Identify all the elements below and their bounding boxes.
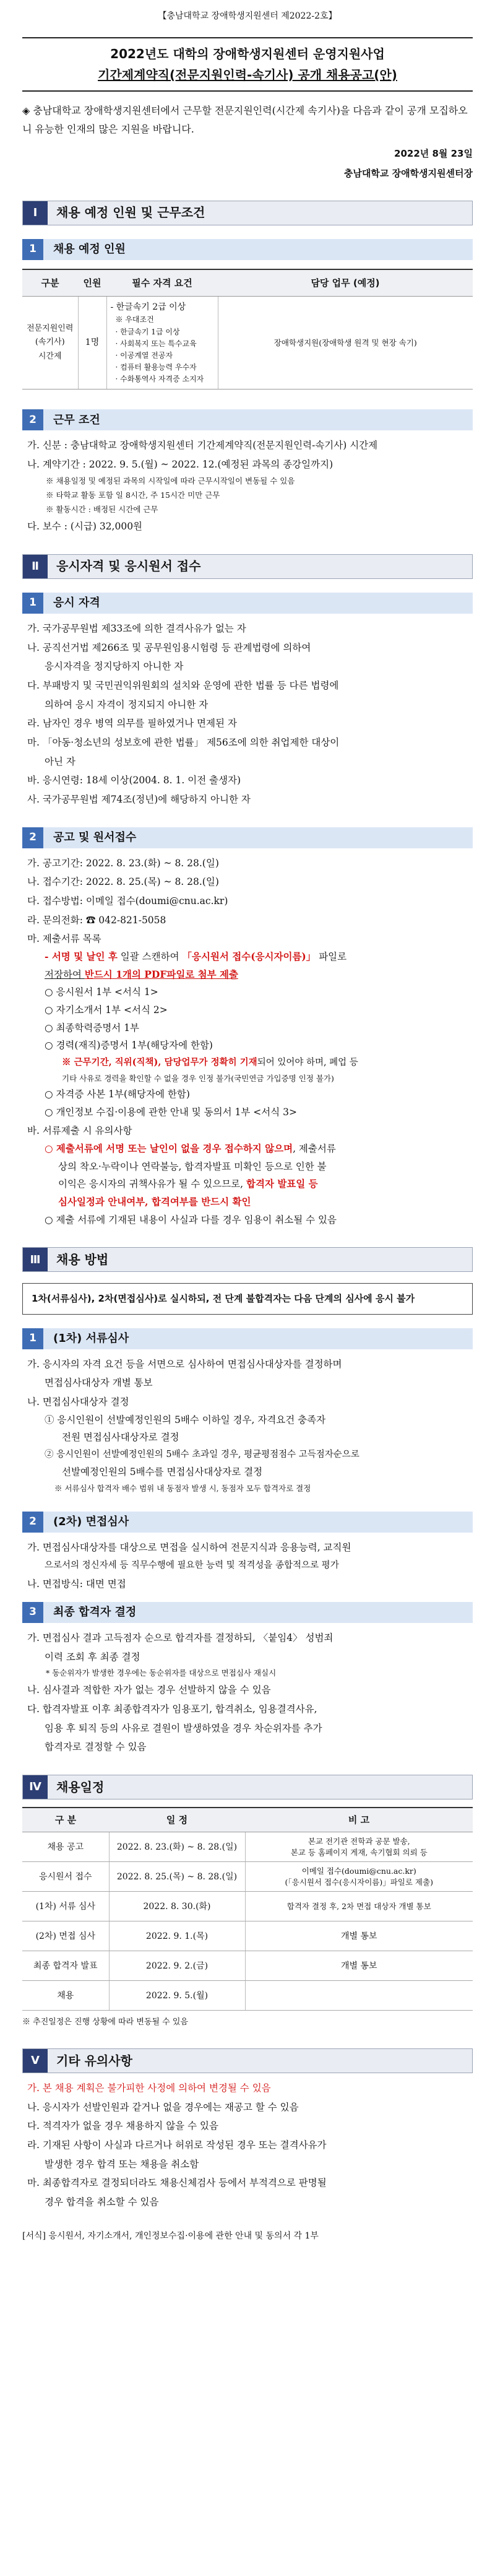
final-decision	[22, 1629, 473, 1756]
table-header: 인원	[78, 269, 106, 297]
list-item: 마. 최종합격자로 결정되더라도 채용신체검사 등에서 부적격으로 판명될	[27, 2177, 327, 2189]
subsection-header	[22, 593, 473, 614]
schedule-table	[22, 1807, 473, 2011]
list-item: 면접심사대상자 개별 통보	[45, 1377, 153, 1389]
doc-item: ○ 자격증 사본 1부(해당자에 한함)	[45, 1088, 190, 1100]
list-item: 가. 국가공무원법 제33조에 의한 결격사유가 없는 자	[27, 622, 246, 634]
other-notes	[22, 2079, 473, 2211]
title-line-1: 2022년도 대학의 장애학생지원센터 운영지원사업	[110, 46, 385, 61]
requirement-line: · 컴퓨터 활용능력 우수자	[115, 363, 197, 372]
section-number: Ⅳ	[23, 1775, 48, 1799]
list-item: 합격자로 결정할 수 있음	[45, 1741, 147, 1753]
doc-item: ○ 최종학력증명서 1부	[45, 1022, 140, 1033]
list-item: ① 응시인원이 선발예정인원의 5배수 이하일 경우, 자격요건 충족자	[45, 1414, 326, 1425]
list-item: 가. 면접심사대상자를 대상으로 면접을 실시하여 전문지식과 응용능력, 교직원	[27, 1541, 351, 1553]
subsection-title: (1차) 서류심사	[53, 1332, 129, 1346]
schedule-stage: (1차) 서류 심사	[22, 1892, 109, 1921]
submit-text: 저장하여	[45, 968, 85, 980]
list-note: ※ 타학교 활동 포함 일 8시간, 주 15시간 미만 근무	[46, 490, 220, 500]
subsection-number: 1	[22, 239, 43, 260]
subsection-number: 2	[22, 827, 43, 848]
schedule-stage: 채용 공고	[22, 1832, 109, 1862]
precaution-1-cont3: 심사일정과 안내여부, 합격여부를 반드시 확인	[58, 1195, 251, 1208]
section-number: Ⅰ	[23, 201, 48, 225]
subsection-title: 응시 자격	[53, 596, 100, 610]
precaution-emphasis: ○ 제출서류에 서명 또는 날인이 없을 경우 접수하지 않으며	[45, 1142, 293, 1154]
subsection-number: 3	[22, 1602, 43, 1623]
requirement-line: · 수화통역사 자격증 소지자	[115, 375, 204, 384]
doc-item: ○ 자기소개서 1부 <서식 2>	[45, 1004, 168, 1016]
precaution-1-cont: 상의 착오·누락이나 연락불능, 합격자발표 미확인 등으로 인한 불	[58, 1160, 327, 1172]
precaution-text: 이익은 응시자의 귀책사유가 될 수 있으므로,	[58, 1178, 247, 1190]
submit-instruction-2	[27, 966, 473, 984]
subsection-title: 공고 및 원서접수	[53, 830, 137, 844]
career-note-text: 되어 있어야 하며, 폐업 등	[257, 1057, 358, 1068]
subsection-number: 1	[22, 593, 43, 614]
section-4-header	[22, 1775, 473, 1799]
table-row	[22, 1921, 473, 1951]
career-note-emphasis: ※ 근무기간, 직위(직책), 담당업무가 정확히 기재	[62, 1056, 257, 1068]
section-title: 채용일정	[56, 1779, 105, 1795]
list-item: 가. 신분 : 충남대학교 장애학생지원센터 기간제계약직(전문지원인력-속기사) 시간제	[27, 440, 378, 451]
list-item: 가. 면접심사 결과 고득점자 순으로 합격자를 결정하되, 〈붙임4〉 성범죄	[27, 1632, 334, 1643]
subsection-header	[22, 239, 473, 260]
subsection-title: 최종 합격자 결정	[53, 1606, 137, 1619]
list-item: 나. 면접심사대상자 결정	[27, 1396, 129, 1408]
position-category: 전문지원인력 (속기사) 시간제	[22, 296, 78, 389]
list-item: 사. 국가공무원법 제74조(정년)에 해당하지 아니한 자	[27, 793, 251, 805]
requirement-line: · 이공계열 전공자	[115, 350, 173, 360]
submit-emphasis: - 서명 및 날인 후	[45, 950, 118, 962]
list-item: 응시자격을 정지당하지 아니한 자	[45, 661, 184, 672]
subsection-number: 2	[22, 409, 43, 430]
forms-footer: [서식] 응시원서, 자기소개서, 개인정보수집·이용에 관한 안내 및 동의서 각 1부	[22, 2230, 319, 2241]
list-item: 전원 면접심사대상자로 결정	[62, 1432, 179, 1443]
subsection-header	[22, 827, 473, 848]
list-item: 가. 본 채용 계획은 불가피한 사정에 의하여 변경될 수 있음	[27, 2082, 271, 2094]
schedule-note: 합격자 결정 후, 2차 면접 대상자 개별 통보	[245, 1892, 473, 1921]
doc-item: ○ 경력(재직)증명서 1부(해당자에 한함)	[45, 1040, 213, 1051]
notice-issuer: 충남대학교 장애학생지원센터장	[343, 168, 473, 180]
method-notice: 1차(서류심사), 2차(면접심사)로 실시하되, 전 단계 불합격자는 다음 단계의 심사에 응시 불가	[22, 1283, 473, 1315]
precaution-1	[27, 1140, 473, 1158]
subsection-header	[22, 1512, 473, 1533]
document-review	[22, 1355, 473, 1495]
qualifications	[22, 620, 473, 809]
list-item: 마. 「아동·청소년의 성보호에 관한 법률」 제56조에 의한 취업제한 대상이	[27, 736, 340, 748]
requirement-main: - 한글속기 2급 이상	[110, 302, 186, 312]
schedule-note	[245, 1981, 473, 2011]
subsection-number: 2	[22, 1512, 43, 1533]
list-item: 가. 공고기간: 2022. 8. 23.(화) ~ 8. 28.(일)	[27, 857, 219, 869]
section-3-header	[22, 1247, 473, 1272]
list-item: 마. 제출서류 목록	[27, 933, 101, 945]
list-note: * 동순위자가 발생한 경우에는 동순위자를 대상으로 면접심사 재실시	[46, 1668, 277, 1678]
subsection-title: 채용 예정 인원	[53, 242, 126, 256]
section-title: 채용 방법	[56, 1251, 109, 1267]
schedule-note: 본교 전기관 전학과 공문 발송, 본교 등 홈페이지 게재, 속기협회 의뢰 등	[245, 1832, 473, 1862]
work-conditions	[22, 437, 473, 535]
list-item: 라. 남자인 경우 병역 의무를 필하였거나 면제된 자	[27, 718, 237, 729]
schedule-stage: 최종 합격자 발표	[22, 1951, 109, 1981]
table-header: 일 정	[109, 1808, 245, 1832]
list-item: 바. 서류제출 시 유의사항	[27, 1125, 132, 1137]
schedule-note: 개별 통보	[245, 1921, 473, 1951]
schedule-date: 2022. 8. 25.(목) ~ 8. 28.(일)	[109, 1862, 245, 1892]
precaution-text: , 제출서류	[293, 1142, 336, 1154]
schedule-stage: 응시원서 접수	[22, 1862, 109, 1892]
doc-item: ○ 개인정보 수집·이용에 관한 안내 및 동의서 1부 <서식 3>	[45, 1106, 297, 1118]
subsection-number: 1	[22, 1328, 43, 1349]
table-row	[22, 1832, 473, 1862]
requirement-line: ※ 우대조건	[115, 315, 154, 324]
submit-filename: 「응시원서 접수(응시자이름)」	[182, 950, 316, 962]
position-count: 1명	[78, 296, 106, 389]
list-item: 나. 접수기간: 2022. 8. 25.(목) ~ 8. 28.(일)	[27, 876, 219, 888]
requirement-line: · 한글속기 1급 이상	[115, 327, 180, 336]
table-header: 구분	[22, 269, 78, 297]
section-number: Ⅴ	[23, 2049, 48, 2073]
section-number: Ⅱ	[23, 555, 48, 578]
subsection-header	[22, 1328, 473, 1349]
list-item: 임용 후 퇴직 등의 사유로 결원이 발생하였을 경우 차순위자를 추가	[45, 1722, 322, 1734]
notice-title	[22, 37, 473, 92]
positions-table	[22, 269, 473, 390]
list-item: 다. 보수 : (시급) 32,000원	[27, 521, 143, 533]
table-header: 구 분	[22, 1808, 109, 1832]
list-item: 경우 합격을 취소할 수 있음	[45, 2196, 159, 2208]
requirement-line: · 사회복지 또는 특수교육	[115, 339, 197, 348]
table-header: 필수 자격 요건	[106, 269, 218, 297]
list-item: 발생한 경우 합격 또는 채용을 취소함	[45, 2158, 199, 2170]
intro-text: ◈ 충남대학교 장애학생지원센터에서 근무할 전문지원인력(시간제 속기사)을 다음과 같이 공개 모집하오니 유능한 인재의 많은 지원을 바랍니다.	[22, 105, 468, 135]
submit-instruction	[27, 948, 473, 966]
list-item: 다. 부패방지 및 국민권익위원회의 설치와 운영에 관한 법률 등 다른 법령에	[27, 679, 339, 691]
list-item: 나. 면접방식: 대면 면접	[27, 1578, 126, 1590]
list-item: 다. 합격자발표 이후 최종합격자가 임용포기, 합격취소, 임용결격사유,	[27, 1704, 317, 1715]
schedule-stage: (2차) 면접 심사	[22, 1921, 109, 1951]
schedule-date: 2022. 9. 5.(월)	[109, 1981, 245, 2011]
list-item: 가. 응시자의 자격 요건 등을 서면으로 심사하여 면접심사대상자를 결정하며	[27, 1358, 342, 1370]
list-item: 나. 계약기간 : 2022. 9. 5.(월) ~ 2022. 12.(예정된 과목의 종강일까지)	[27, 459, 334, 471]
schedule-date: 2022. 9. 1.(목)	[109, 1921, 245, 1951]
notice-date: 2022년 8월 23일	[394, 148, 473, 160]
list-item: 으로서의 정신자세 등 직무수행에 필요한 능력 및 적격성을 종합적으로 평가	[45, 1560, 339, 1571]
list-item: 다. 적격자가 없을 경우 채용하지 않을 수 있음	[27, 2120, 218, 2132]
section-number: Ⅲ	[23, 1248, 48, 1271]
career-note	[27, 1055, 473, 1071]
section-title: 기타 유의사항	[56, 2053, 132, 2068]
schedule-date: 2022. 8. 23.(화) ~ 8. 28.(일)	[109, 1832, 245, 1862]
table-header: 담당 업무 (예정)	[218, 269, 473, 297]
subsection-title: (2차) 면접심사	[53, 1515, 129, 1528]
list-item: 나. 심사결과 적합한 자가 없는 경우 선발하지 않을 수 있음	[27, 1684, 271, 1696]
list-item: 라. 기재된 사항이 사실과 다르거나 허위로 작성된 경우 또는 결격사유가	[27, 2139, 327, 2151]
schedule-date: 2022. 9. 2.(금)	[109, 1951, 245, 1981]
subsection-header	[22, 409, 473, 430]
precaution-1-cont2	[27, 1175, 473, 1193]
list-note: ※ 활동시간 : 배정된 시간에 근무	[46, 505, 158, 515]
schedule-date: 2022. 8. 30.(화)	[109, 1892, 245, 1921]
schedule-note: 개별 통보	[245, 1951, 473, 1981]
schedule-note: 이메일 접수(doumi@cnu.ac.kr) (「응시원서 접수(응시자이름)」파일로 제출)	[245, 1862, 473, 1892]
submit-text: 일괄 스캔하여	[117, 951, 183, 962]
list-item: 선발예정인원의 5배수를 면접심사대상자로 결정	[62, 1466, 263, 1477]
list-item: 다. 접수방법: 이메일 접수(doumi@cnu.ac.kr)	[27, 895, 228, 907]
title-line-2: 기간제계약직(전문지원인력-속기사) 공개 채용공고(안)	[98, 67, 397, 82]
interview	[22, 1539, 473, 1593]
schedule-note-footer: ※ 추진일정은 진행 상황에 따라 변동될 수 있음	[22, 2017, 188, 2027]
list-item: 나. 응시자가 선발인원과 같거나 없을 경우에는 재공고 할 수 있음	[27, 2101, 299, 2113]
list-item: 아닌 자	[45, 755, 75, 767]
notice-number: 【충남대학교 장애학생지원센터 제2022-2호】	[158, 11, 337, 21]
submit-pdf-requirement: 반드시 1개의 PDF파일로 첨부 제출	[84, 968, 238, 980]
section-1-header	[22, 201, 473, 225]
list-note: ※ 채용일정 및 예정된 과목의 시작일에 따라 근무시작일이 변동될 수 있음	[46, 476, 295, 485]
list-item: 이력 조회 후 최종 결정	[45, 1651, 140, 1663]
submit-text: 파일로	[316, 951, 347, 962]
section-2-header	[22, 554, 473, 579]
list-item: 의하여 응시 자격이 정지되지 아니한 자	[45, 698, 209, 710]
table-row	[22, 1862, 473, 1892]
list-item: ② 응시인원이 선발예정인원의 5배수 초과일 경우, 평균평점점수 고득점자순으로	[45, 1450, 359, 1460]
section-title: 채용 예정 인원 및 근무조건	[56, 205, 205, 220]
position-duty: 장애학생지원(장애학생 원격 및 현장 속기)	[218, 296, 473, 389]
table-row	[22, 296, 473, 389]
precaution-2: ○ 제출 서류에 기재된 내용이 사실과 다를 경우 임용이 취소될 수 있음	[45, 1214, 337, 1225]
position-requirements	[106, 296, 218, 389]
list-item: 나. 공직선거법 제266조 및 공무원임용시험령 등 관계법령에 의하여	[27, 642, 311, 653]
subsection-header	[22, 1602, 473, 1623]
schedule-stage: 채용	[22, 1981, 109, 2011]
precaution-emphasis: 합격자 발표일 등	[246, 1178, 318, 1190]
section-title: 응시자격 및 응시원서 접수	[56, 559, 201, 574]
list-item: 바. 응시연령: 18세 이상(2004. 8. 1. 이전 출생자)	[27, 775, 241, 786]
application-receipt	[22, 855, 473, 1229]
career-note-2: 기타 사유로 경력을 확인할 수 없을 경우 인정 불가(국민연금 가입증명 인정 불가)	[62, 1073, 334, 1083]
section-5-header	[22, 2048, 473, 2073]
subsection-title: 근무 조건	[53, 413, 100, 427]
doc-item: ○ 응시원서 1부 <서식 1>	[45, 986, 158, 998]
table-row	[22, 1981, 473, 2011]
table-row	[22, 1892, 473, 1921]
list-note: ※ 서류심사 합격자 배수 범위 내 동점자 발생 시, 동점자 모두 합격자로 결정	[54, 1483, 311, 1493]
list-item: 라. 문의전화: ☎ 042-821-5058	[27, 914, 166, 926]
table-row	[22, 1951, 473, 1981]
table-header: 비 고	[245, 1808, 473, 1832]
